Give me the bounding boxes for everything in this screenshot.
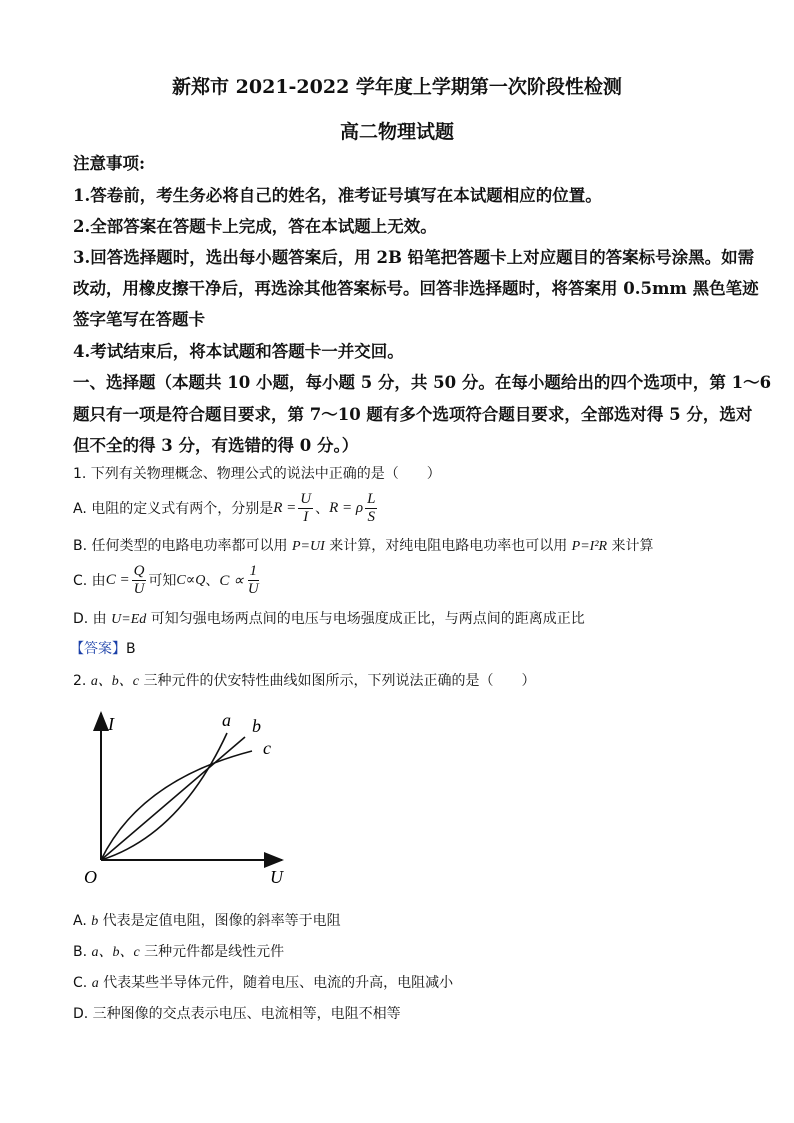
q1-option-b[interactable]: B. 任何类型的电路电功率都可以用 P=UI 来计算，对纯电阻电路电功率也可以用 P=I²R 来计算 xyxy=(73,538,654,554)
q2-option-c[interactable]: C. a 代表某些半导体元件，随着电压、电流的升高，电阻减小 xyxy=(73,975,454,991)
section-instructions-3: 但不全的得 3 分，有选错的得 0 分。） xyxy=(73,436,359,455)
q1-a-frac1: $\frac{U}{I}$ xyxy=(300,490,312,525)
section-instructions-1: 一、选择题（本题共 10 小题，每小题 5 分，共 50 分。在每小题给出的四个选项中，第 1～6 xyxy=(73,373,772,392)
answer-value: B xyxy=(126,641,136,657)
q2-option-d[interactable]: D. 三种图像的交点表示电压、电流相等，电阻不相等 xyxy=(73,1006,401,1022)
x-axis-label: U xyxy=(270,867,283,887)
exam-title: 新郑市 2021-2022 学年度上学期第一次阶段性检测 xyxy=(172,76,622,98)
notice-heading: 注意事项: xyxy=(73,154,146,173)
q1-answer xyxy=(70,638,136,658)
section-instructions-2: 题只有一项是符合题目要求，第 7～10 题有多个选项符合题目要求，全部选对得 5 分，选对 xyxy=(73,405,753,424)
q1-a-sep: 、 xyxy=(315,501,330,517)
q2-stem: 2. a、b、c 三种元件的伏安特性曲线如图所示，下列说法正确的是（ ） xyxy=(73,673,536,689)
answer-tag: 【答案】 xyxy=(70,641,126,657)
notice-item-3: 3.回答选择题时，选出每小题答案后，用 2B 铅笔把答题卡上对应题目的答案标号涂黑。如需 xyxy=(73,248,755,267)
origin-label: O xyxy=(84,867,97,887)
q1-a-r2: R = ρ xyxy=(329,499,364,516)
curve-c xyxy=(101,751,252,860)
q1-stem: 1. 下列有关物理概念、物理公式的说法中正确的是（ ） xyxy=(73,466,441,482)
q1-option-d[interactable]: D. 由 U=Ed 可知匀强电场两点间的电压与电场强度成正比，与两点间的距离成正比 xyxy=(73,611,585,627)
q1-a-text: A. 电阻的定义式有两个，分别是 xyxy=(73,501,274,517)
q2-option-a[interactable]: A. b 代表是定值电阻，图像的斜率等于电阻 xyxy=(73,913,341,929)
q1-c-frac1: $\frac{Q}{U}$ xyxy=(133,562,145,597)
curve-b xyxy=(101,737,245,860)
q1-option-a[interactable] xyxy=(73,488,379,528)
iv-curve-figure xyxy=(80,705,300,890)
notice-item-4: 4.考试结束后，将本试题和答题卡一并交回。 xyxy=(73,342,404,361)
notice-item-1: 1.答卷前，考生务必将自己的姓名，准考证号填写在本试题相应的位置。 xyxy=(73,186,602,205)
q1-c-frac2: $\frac{1}{U}$ xyxy=(247,562,259,597)
q1-a-r1: R = xyxy=(273,499,297,516)
curve-label-a: a xyxy=(222,710,231,730)
y-axis-label: I xyxy=(108,714,114,734)
formula-p-i2r: P=I²R xyxy=(571,539,608,554)
exam-subtitle: 高二物理试题 xyxy=(339,121,454,143)
q2-option-b[interactable]: B. a、b、c 三种元件都是线性元件 xyxy=(73,944,285,960)
notice-item-3-cont: 改动，用橡皮擦干净后，再选涂其他答案标号。回答非选择题时，将答案用 0.5mm 黑色笔迹 xyxy=(73,279,759,298)
notice-item-3-end: 签字笔写在答题卡 xyxy=(73,310,205,329)
q1-option-c[interactable]: C. 由 C = $\frac{Q}{U}$ 可知 C∝Q 、 C ∝ $\frac{1}{U}$ xyxy=(73,562,259,597)
curve-label-c: c xyxy=(263,738,271,758)
curve-a xyxy=(101,733,227,860)
notice-item-2: 2.全部答案在答题卡上完成，答在本试题上无效。 xyxy=(73,217,437,236)
formula-p-ui: P=UI xyxy=(291,539,325,554)
q1-a-frac2: $\frac{L}{S}$ xyxy=(367,490,376,525)
curve-label-b: b xyxy=(252,716,261,736)
